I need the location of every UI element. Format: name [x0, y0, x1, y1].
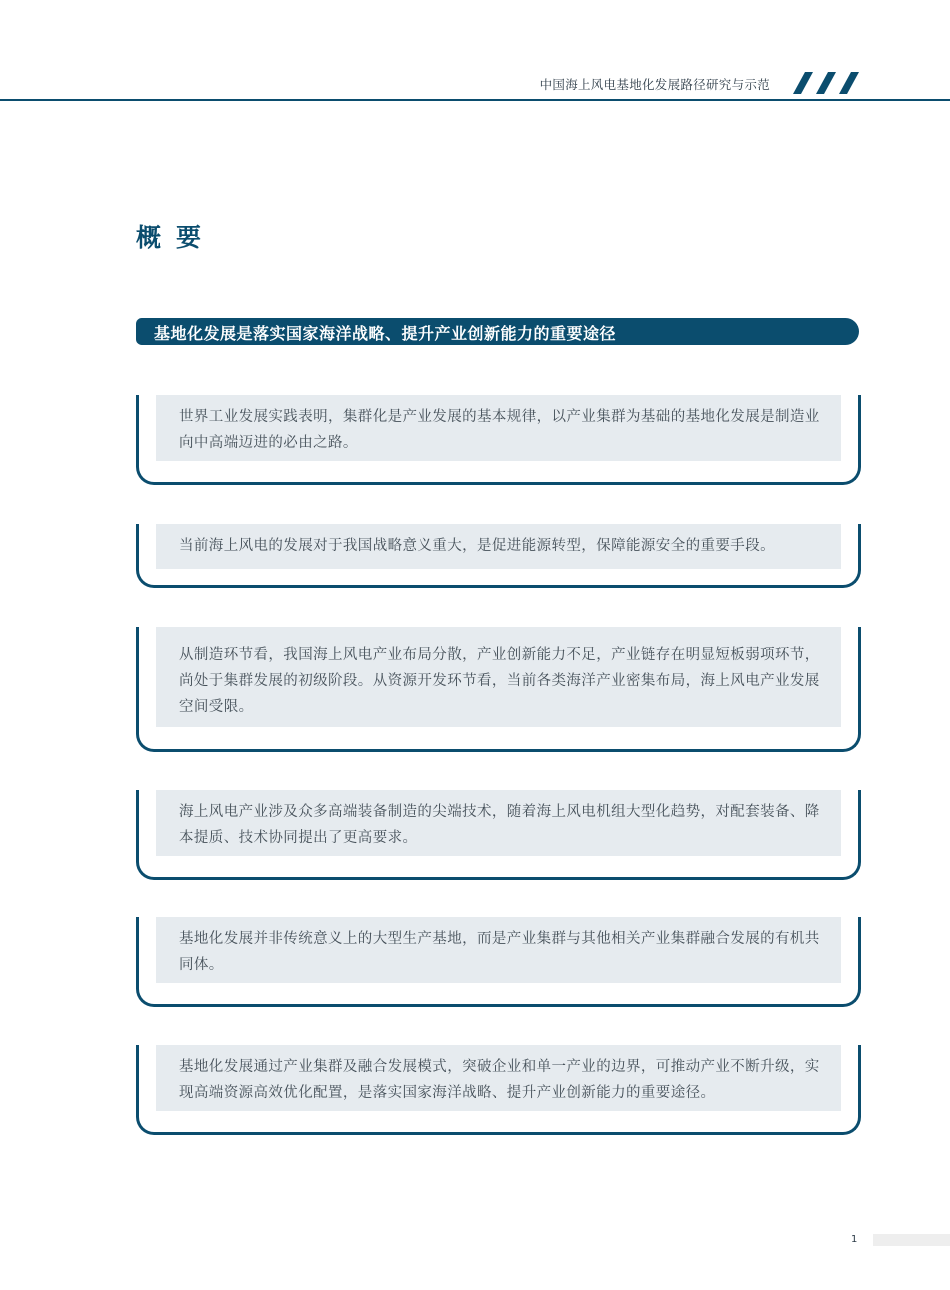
section-heading-bar: [136, 318, 859, 345]
summary-card-text: 海上风电产业涉及众多高端装备制造的尖端技术，随着海上风电机组大型化趋势，对配套装备、降本提质、技术协同提出了更高要求。: [156, 790, 841, 856]
slash-decoration-icon: [784, 72, 862, 94]
summary-card-text: 基地化发展并非传统意义上的大型生产基地，而是产业集群与其他相关产业集群融合发展的有机共同体。: [156, 917, 841, 983]
page-number-tab: [873, 1234, 950, 1246]
header-rule: [0, 99, 950, 101]
summary-card-text: 当前海上风电的发展对于我国战略意义重大，是促进能源转型，保障能源安全的重要手段。: [156, 524, 841, 569]
summary-card: [136, 917, 861, 1007]
summary-card-text: 世界工业发展实践表明，集群化是产业发展的基本规律，以产业集群为基础的基地化发展是制造业向中高端迈进的必由之路。: [156, 395, 841, 461]
summary-card: [136, 524, 861, 588]
summary-card: [136, 395, 861, 485]
page-title: 概要: [136, 223, 217, 252]
summary-card-text: 从制造环节看，我国海上风电产业布局分散，产业创新能力不足，产业链存在明显短板弱项环节，尚处于集群发展的初级阶段。从资源开发环节看，当前各类海洋产业密集布局，海上风电产业发展空间受限。: [156, 627, 841, 727]
summary-card: [136, 1045, 861, 1135]
summary-card-text: 基地化发展通过产业集群及融合发展模式，突破企业和单一产业的边界，可推动产业不断升级，实现高端资源高效优化配置，是落实国家海洋战略、提升产业创新能力的重要途径。: [156, 1045, 841, 1111]
section-heading: 基地化发展是落实国家海洋战略、提升产业创新能力的重要途径: [154, 324, 617, 343]
summary-card: [136, 790, 861, 880]
summary-card: [136, 627, 861, 752]
page-number: 1: [851, 1234, 858, 1245]
running-header-title: 中国海上风电基地化发展路径研究与示范: [539, 77, 770, 92]
